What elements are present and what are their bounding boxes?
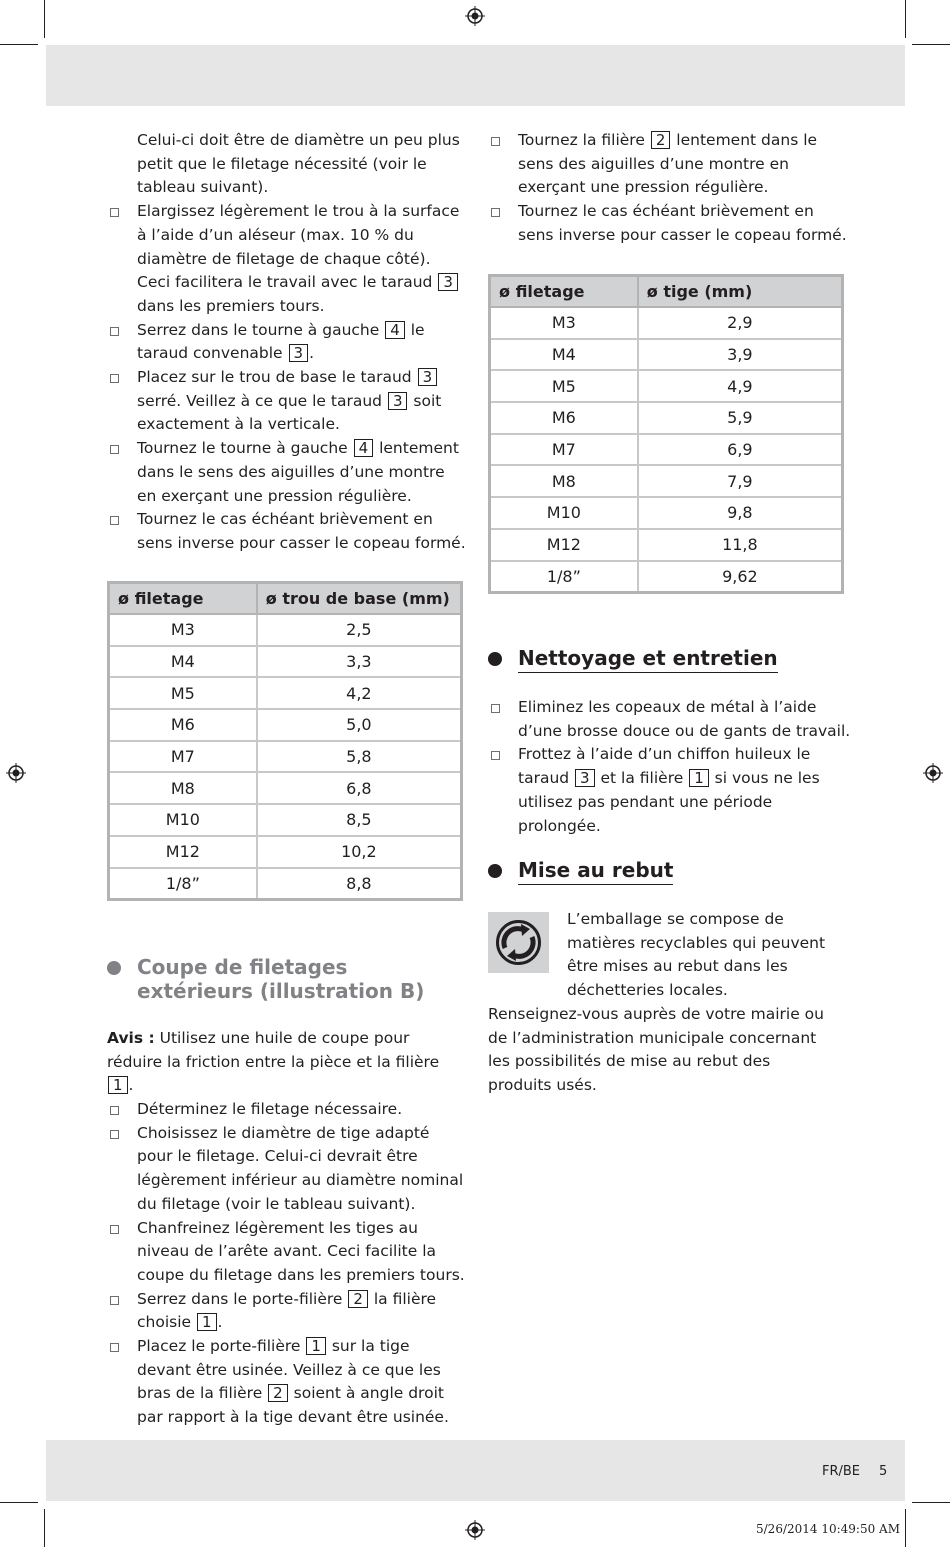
registration-mark-icon (465, 6, 485, 26)
list-item (488, 200, 853, 247)
list-item-text: soient à angle droit par rapport à la tige devant être usinée. (137, 1384, 449, 1427)
table-cell: M7 (490, 434, 638, 466)
list-item (107, 508, 467, 555)
table-header-cell: ø filetage (109, 583, 257, 615)
table-cell: M8 (490, 465, 638, 497)
table-cell: M12 (490, 529, 638, 561)
table-header-cell: ø tige (mm) (638, 276, 843, 308)
list-item (107, 1288, 467, 1335)
table-cell: M10 (490, 497, 638, 529)
cleaning-list (488, 696, 853, 838)
registration-mark-icon (6, 763, 26, 783)
table-row (490, 339, 843, 371)
table-row (109, 741, 462, 773)
list-item (488, 743, 853, 838)
table-cell: 8,5 (257, 804, 462, 836)
table-cell: M3 (109, 614, 257, 646)
crop-mark (0, 1502, 38, 1503)
list-item-text: Elargissez légèrement le trou à la surface à l’aide d’un aléseur (max. 10 % du diamètre de filetage de chaque côté). Ceci facilitera le travail avec le taraud (137, 202, 460, 292)
list-item-text: Choisissez le diamètre de tige adapté pour le filetage. Celui-ci devrait être légèrement inférieur au diamètre nominal du filetage (voir le tableau suivant). (137, 1123, 464, 1213)
table-header-row (109, 583, 462, 615)
disposal-section (488, 858, 853, 882)
list-item-text: sur la tige devant être usinée. Veillez à ce que les bras de la filière (137, 1337, 441, 1403)
table-row (490, 402, 843, 434)
table-cell: M6 (109, 709, 257, 741)
table-row (490, 434, 843, 466)
footer-band (46, 1440, 905, 1501)
part-reference: 3 (438, 273, 458, 291)
part-reference: 1 (197, 1313, 217, 1331)
checkbox-bullet-icon (110, 1130, 119, 1139)
part-reference: 2 (348, 1290, 368, 1308)
part-reference: 4 (385, 321, 405, 339)
table-cell: M10 (109, 804, 257, 836)
disposal-paragraph-text: Renseignez-vous auprès de votre mairie ou de l’administration municipale concernant les possibilités de mise au rebut des produits usés. (488, 1005, 824, 1095)
list-item-text: Serrez dans le tourne à gauche (137, 320, 385, 339)
table-row (109, 709, 462, 741)
part-reference: 1 (108, 1076, 128, 1094)
heading-text: Mise au rebut (518, 858, 673, 885)
table-header-cell: ø filetage (490, 276, 638, 308)
list-item (107, 200, 467, 319)
list-item-text: . (309, 344, 314, 363)
table-cell: M4 (109, 646, 257, 678)
checkbox-bullet-icon (110, 445, 119, 454)
list-item-text: Eliminez les copeaux de métal à l’aide d’une brosse douce ou de gants de travail. (518, 698, 851, 740)
rod-table-wrapper (488, 274, 844, 594)
table-cell: 4,9 (638, 370, 843, 402)
recycle-logo (488, 912, 549, 973)
list-item (107, 437, 467, 508)
part-reference: 4 (354, 439, 374, 457)
list-item-text: Chanfreinez légèrement les tiges au niveau de l’arête avant. Ceci facilite la coupe du filetage dans les premiers tours. (137, 1218, 465, 1284)
table-cell: 11,8 (638, 529, 843, 561)
table-cell: 6,9 (638, 434, 843, 466)
cleaning-heading (488, 646, 853, 670)
section-heading-line: Coupe de filetages (137, 955, 348, 979)
bullet-dot-icon (107, 961, 121, 975)
list-item-text: Serrez dans le porte-filière (137, 1289, 348, 1308)
list-item-text: Tournez le tourne à gauche (137, 439, 353, 458)
list-item (488, 696, 853, 743)
crop-mark (912, 1502, 950, 1503)
table-cell: M12 (109, 836, 257, 868)
notice-label: Avis : (107, 1029, 155, 1047)
list-item-text: si vous ne les utilisez pas pendant une période prolongée. (518, 769, 820, 835)
crop-mark (0, 44, 38, 45)
table-cell: 2,5 (257, 614, 462, 646)
checkbox-bullet-icon (110, 1343, 119, 1352)
checkbox-bullet-icon (110, 1225, 119, 1234)
table-row (490, 497, 843, 529)
instruction-list-2 (107, 1098, 467, 1430)
page-number: 5 (879, 1464, 888, 1479)
checkbox-bullet-icon (110, 1296, 119, 1305)
table-cell: M5 (490, 370, 638, 402)
table-row (109, 804, 462, 836)
list-item-text: la filière choisie (137, 1289, 437, 1332)
part-reference: 3 (388, 392, 408, 410)
section-heading-line: extérieurs (illustration B) (137, 979, 425, 1003)
list-item-text: Déterminez le filetage nécessaire. (137, 1100, 403, 1118)
list-item-text: Placez le porte-filière (137, 1337, 306, 1356)
table-cell: 10,2 (257, 836, 462, 868)
bullet-dot-icon (488, 864, 502, 878)
table-row (490, 561, 843, 593)
crop-mark (912, 44, 950, 45)
list-item-text: . (217, 1313, 223, 1332)
table-cell: 5,9 (638, 402, 843, 434)
notice-end: . (128, 1076, 134, 1095)
list-item-text: et la filière (595, 769, 689, 788)
list-item-text: lentement dans le sens des aiguilles d’une montre en exerçant une pression régulière. (518, 131, 818, 197)
table-row (109, 836, 462, 868)
list-item (107, 1217, 467, 1288)
checkbox-bullet-icon (491, 704, 500, 713)
crop-mark (44, 1509, 45, 1547)
table-cell: 9,8 (638, 497, 843, 529)
instruction-list (488, 129, 853, 248)
checkbox-bullet-icon (110, 1106, 119, 1115)
crop-mark (44, 0, 45, 38)
cleaning-section (488, 646, 853, 670)
table-cell: 4,2 (257, 677, 462, 709)
table-row (109, 614, 462, 646)
heading-text: Nettoyage et entretien (518, 646, 778, 673)
table-cell: 3,3 (257, 646, 462, 678)
disposal-heading (488, 858, 853, 882)
table-cell: M6 (490, 402, 638, 434)
print-timestamp: 5/26/2014 10:49:50 AM (756, 1522, 901, 1536)
table-cell: 9,62 (638, 561, 843, 593)
table-row (490, 370, 843, 402)
list-item-text: Tournez la filière (518, 131, 650, 149)
external-threads-section (107, 955, 467, 1003)
checkbox-bullet-icon (491, 137, 500, 146)
registration-mark-icon (923, 763, 943, 783)
left-column (107, 129, 467, 556)
list-item-text: le taraud convenable (137, 320, 425, 363)
list-item-text: serré. Veillez à ce que le taraud (137, 391, 387, 410)
table-cell: 7,9 (638, 465, 843, 497)
recycle-icon (488, 912, 549, 973)
list-item-text: Celui-ci doit être de diamètre un peu plus petit que le filetage nécessité (voir le tableau suivant). (137, 131, 460, 197)
base-hole-table (107, 581, 463, 901)
list-item-text: Tournez le cas échéant brièvement en sens inverse pour casser le copeau formé. (518, 202, 847, 244)
list-item-text: Frottez à l’aide d’un chiffon huileux le taraud (518, 745, 811, 788)
table-cell: M3 (490, 307, 638, 339)
table-cell: 5,8 (257, 741, 462, 773)
table-header-row (490, 276, 843, 308)
table-row (109, 868, 462, 900)
table-row (109, 677, 462, 709)
table-row (490, 465, 843, 497)
checkbox-bullet-icon (110, 374, 119, 383)
table-cell: 6,8 (257, 772, 462, 804)
list-item (107, 1122, 467, 1217)
header-band (46, 45, 905, 106)
instruction-list (107, 200, 467, 556)
section-heading (107, 955, 467, 1003)
checkbox-bullet-icon (110, 327, 119, 336)
language-code: FR/BE (822, 1464, 861, 1479)
table-cell: 2,9 (638, 307, 843, 339)
part-reference: 3 (289, 344, 309, 362)
recycle-text-content: L’emballage se compose de matières recyclables qui peuvent être mises au rebut dans les déchetteries locales. (567, 910, 826, 1000)
list-item-continuation (107, 129, 467, 200)
table-row (490, 307, 843, 339)
table-cell: 1/8” (109, 868, 257, 900)
part-reference: 2 (268, 1384, 288, 1402)
crop-mark (905, 1509, 906, 1547)
list-item-text: dans les premiers tours. (137, 296, 325, 315)
list-item (107, 1098, 467, 1122)
table-cell: M5 (109, 677, 257, 709)
table-row (109, 646, 462, 678)
rod-diameter-table (488, 274, 844, 594)
list-item-text: lentement dans le sens des aiguilles d’une montre en exerçant une pression régulière. (137, 439, 459, 505)
crop-mark (905, 0, 906, 38)
base-hole-table-wrapper (107, 581, 463, 901)
list-item-text: Tournez le cas échéant brièvement en sens inverse pour casser le copeau formé. (137, 510, 466, 552)
table-cell: M8 (109, 772, 257, 804)
table-cell: M7 (109, 741, 257, 773)
list-item-text: soit exactement à la verticale. (137, 391, 442, 434)
checkbox-bullet-icon (491, 208, 500, 217)
table-row (490, 529, 843, 561)
list-item (488, 129, 853, 200)
part-reference: 1 (689, 769, 709, 787)
disposal-paragraph (488, 1003, 838, 1098)
list-item (107, 319, 467, 366)
table-cell: 1/8” (490, 561, 638, 593)
notice-paragraph (107, 1027, 465, 1098)
table-cell: 3,9 (638, 339, 843, 371)
table-row (109, 772, 462, 804)
notice-text: Utilisez une huile de coupe pour réduire la friction entre la pièce et la filière (107, 1029, 440, 1071)
registration-mark-icon (465, 1520, 485, 1540)
table-header-cell: ø trou de base (mm) (257, 583, 462, 615)
right-column (488, 129, 853, 248)
table-cell: M4 (490, 339, 638, 371)
recycle-text (567, 908, 852, 1003)
table-cell: 8,8 (257, 868, 462, 900)
checkbox-bullet-icon (110, 208, 119, 217)
bullet-dot-icon (488, 652, 502, 666)
list-item (107, 1335, 467, 1430)
part-reference: 1 (306, 1337, 326, 1355)
part-reference: 3 (575, 769, 595, 787)
part-reference: 2 (651, 131, 671, 149)
part-reference: 3 (418, 368, 438, 386)
list-item-text: Placez sur le trou de base le taraud (137, 368, 417, 387)
checkbox-bullet-icon (491, 751, 500, 760)
table-cell: 5,0 (257, 709, 462, 741)
checkbox-bullet-icon (110, 516, 119, 525)
list-item (107, 366, 467, 437)
